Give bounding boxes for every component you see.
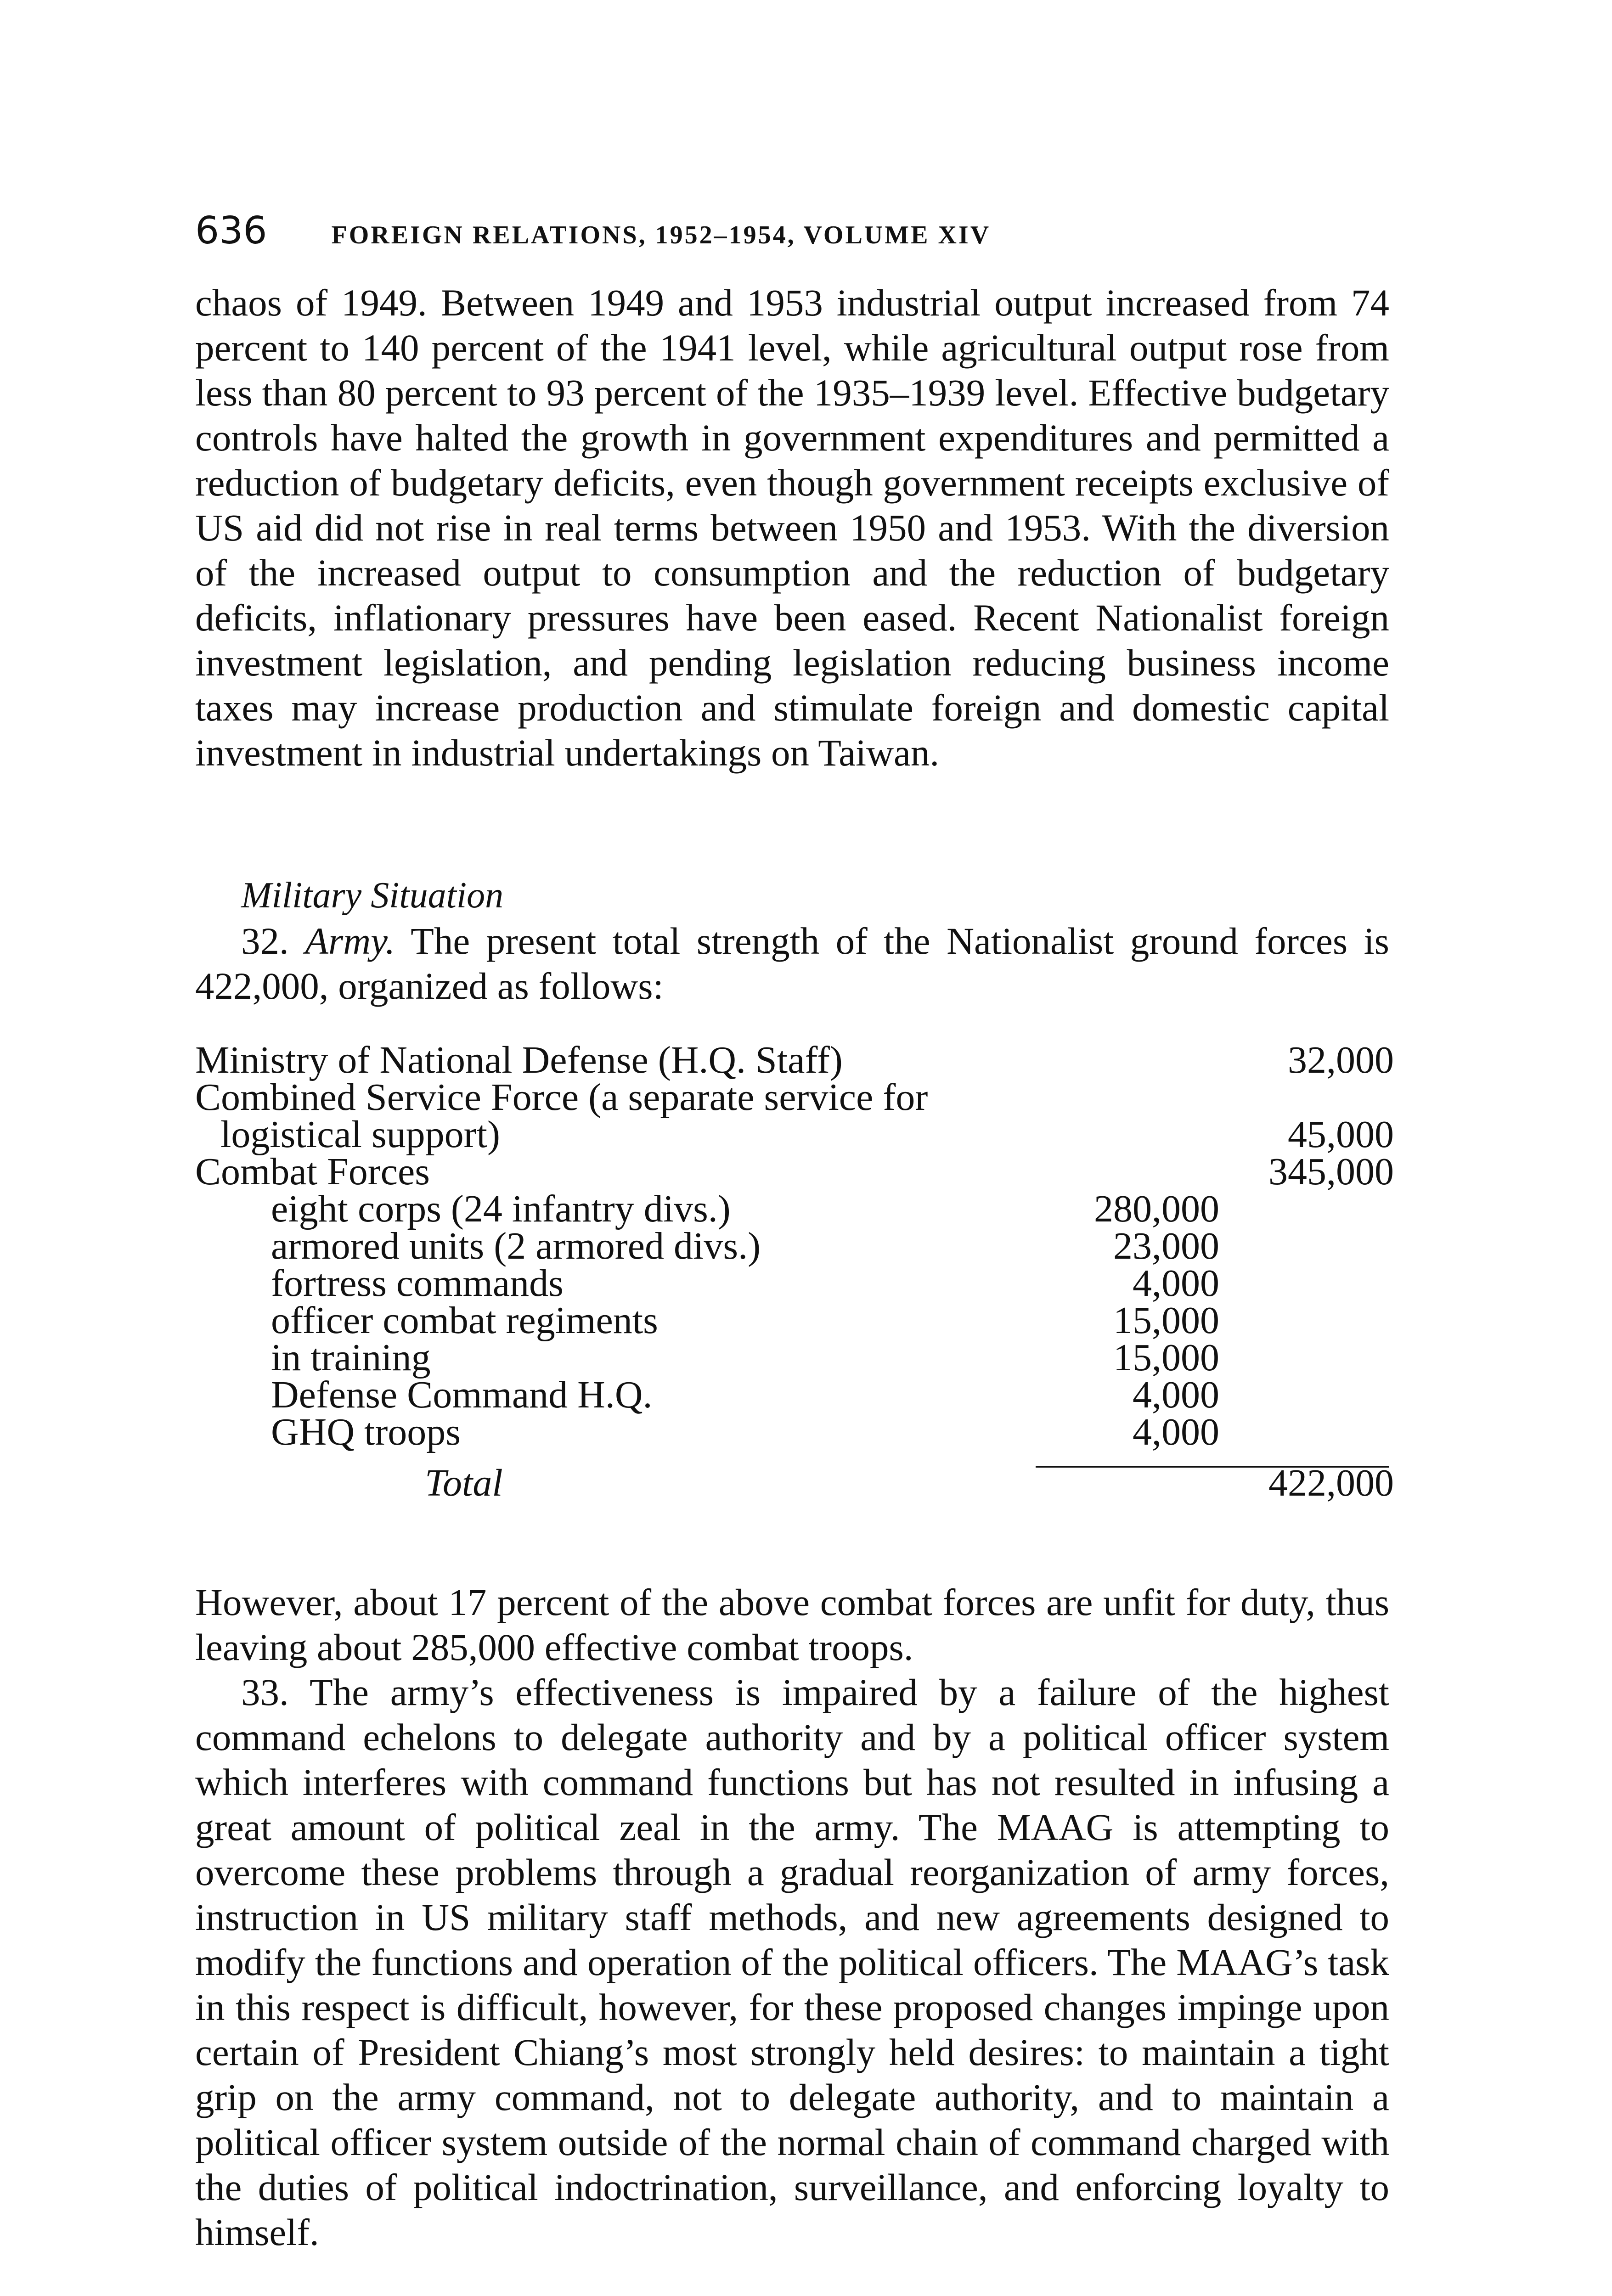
row-sub-value: 23,000: [1113, 1225, 1219, 1267]
row-label: Ministry of National Defense (H.Q. Staff): [195, 1039, 843, 1081]
table-row: [195, 1373, 1394, 1416]
economic-paragraph: [195, 280, 1389, 775]
army-number: 32.: [241, 920, 289, 962]
row-label: Defense Command H.Q.: [271, 1373, 653, 1416]
table-row: [195, 1299, 1394, 1342]
table-row: [195, 1113, 1394, 1156]
after-table-text: [195, 1580, 1389, 2255]
forces-table: [195, 1041, 1394, 1502]
table-row: [195, 1076, 1394, 1119]
table-row: [195, 1413, 1394, 1451]
total-label: Total: [425, 1462, 503, 1504]
table-total-row: [195, 1464, 1394, 1502]
row-label: GHQ troops: [271, 1411, 461, 1453]
row-label: logistical support): [220, 1113, 500, 1156]
running-header: [195, 209, 991, 253]
row-sub-value: 280,000: [1094, 1187, 1219, 1230]
row-total-value: 45,000: [1288, 1113, 1394, 1156]
row-sub-value: 4,000: [1133, 1411, 1219, 1453]
row-total-value: 32,000: [1288, 1039, 1394, 1081]
total-value: 422,000: [1268, 1462, 1394, 1504]
army-label: Army.: [305, 920, 395, 962]
total-rule-divider: [1036, 1466, 1389, 1468]
row-sub-value: 4,000: [1133, 1262, 1219, 1305]
paragraph-33: 33. The army’s effectiveness is impaired by a failure of the highest command echelons to delegate authority and by a political officer system which interferes with command functions but has not resulted in infusing a great amount of political zeal in the army. The MAAG is attempting to overcome these problems through a gradual reorganization of army forces, instruction in US military staff methods, and new agreements designed to modify the functions and operation of the political officers. The MAAG’s task in this respect is difficult, however, for these proposed changes impinge upon certain of President Chiang’s most strongly held desires: to maintain a tight grip on the army command, not to delegate authority, and to maintain a political officer system outside of the normal chain of command charged with the duties of political indoctrination, surveillance, and enforcing loyalty to himself.: [195, 1671, 1389, 2253]
section-heading: Military Situation: [241, 875, 504, 916]
army-paragraph: [195, 918, 1389, 1008]
row-sub-value: 4,000: [1133, 1373, 1219, 1416]
row-label: eight corps (24 infantry divs.): [271, 1187, 731, 1230]
page-number: 636: [195, 209, 267, 253]
row-label: Combined Service Force (a separate service for: [195, 1076, 928, 1119]
economic-text: chaos of 1949. Between 1949 and 1953 industrial output increased from 74 percent to 140 percent of the 1941 level, while agricultural output rose from less than 80 percent to 93 percent of the 1935–1939 level. Effective budgetary controls have halted the growth in government expenditures and permitted a reduction of budgetary deficits, even though government receipts exclusive of US aid did not rise in real terms between 1950 and 1953. With the diversion of the increased output to consumption and the reduction of budgetary deficits, inflationary pressures have been eased. Recent Nationalist foreign investment legislation, and pending legislation reducing business income taxes may increase production and stimulate foreign and domestic capital investment in industrial undertakings on Taiwan.: [195, 281, 1389, 774]
row-sub-value: 15,000: [1113, 1336, 1219, 1379]
row-label: fortress commands: [271, 1262, 564, 1305]
table-row: [195, 1041, 1394, 1079]
row-label: armored units (2 armored divs.): [271, 1225, 761, 1267]
table-row: [195, 1150, 1394, 1193]
table-row: [195, 1262, 1394, 1305]
army-text: The present total strength of the Nationalist ground forces is 422,000, organized as follows:: [195, 920, 1389, 1007]
row-label: in training: [271, 1336, 431, 1379]
row-label: officer combat regiments: [271, 1299, 658, 1342]
row-total-value: 345,000: [1268, 1150, 1394, 1193]
row-sub-value: 15,000: [1113, 1299, 1219, 1342]
table-row: [195, 1227, 1394, 1265]
row-label: Combat Forces: [195, 1150, 430, 1193]
table-row: [195, 1336, 1394, 1379]
table-row: [195, 1187, 1394, 1230]
header-title: FOREIGN RELATIONS, 1952–1954, VOLUME XIV: [331, 221, 991, 249]
after-table-paragraph: However, about 17 percent of the above combat forces are unfit for duty, thus leaving about 285,000 effective combat troops.: [195, 1581, 1389, 1668]
